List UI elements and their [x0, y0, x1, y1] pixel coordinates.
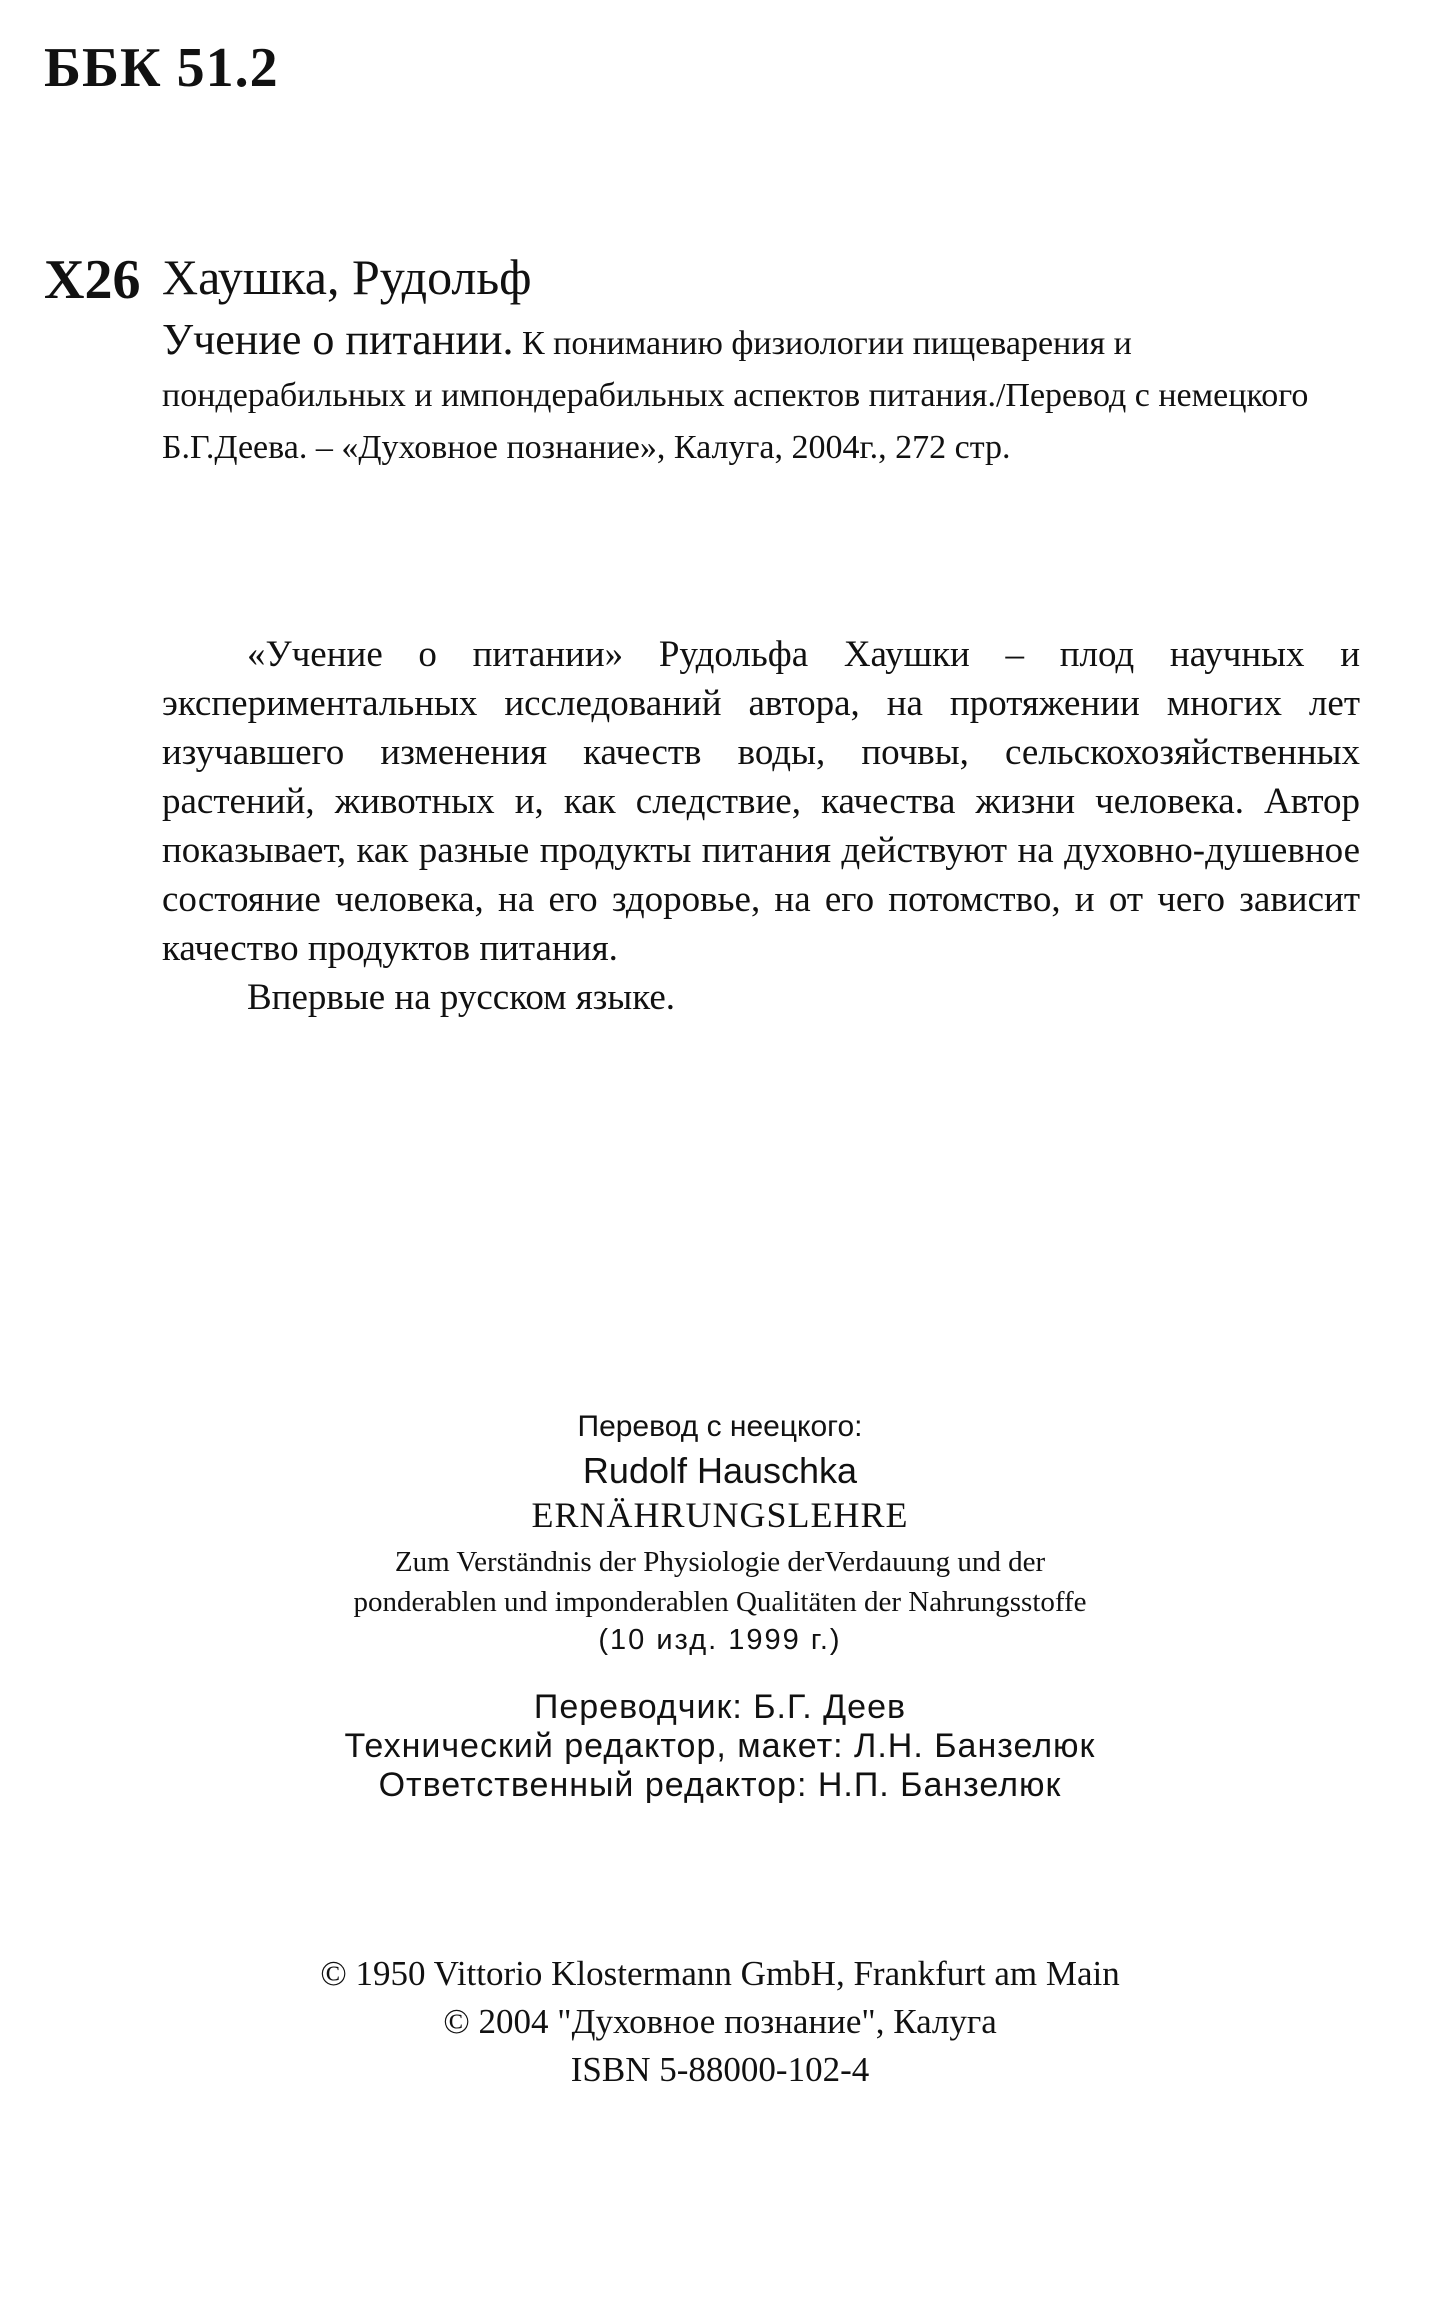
catalog-code: Х26	[44, 249, 141, 311]
original-label: Перевод с неецкого:	[577, 1410, 863, 1443]
tech-editor-credit: Технический редактор, макет: Л.Н. Банзелюк	[344, 1727, 1096, 1765]
annotation	[162, 630, 1360, 1022]
resp-editor-credit: Ответственный редактор: Н.П. Банзелюк	[378, 1766, 1062, 1804]
original-edition: (10 изд. 1999 г.)	[598, 1624, 842, 1656]
annotation-note: Впервые на русском языке.	[247, 977, 676, 1018]
book-title: Учение о питании.	[162, 315, 514, 364]
original-subtitle-line: ponderablen und imponderablen Qualitäten der Nahrungsstoffe	[353, 1586, 1087, 1618]
catalog-author: Хаушка, Рудольф	[162, 249, 532, 305]
credits	[0, 1688, 1440, 1805]
isbn: ISBN 5-88000-102-4	[570, 2050, 870, 2089]
annotation-paragraph: «Учение о питании» Рудольфа Хаушки – плод научных и экспериментальных исследований автора, на протяжении многих лет изучавшего изменения качеств воды, почвы, сельскохозяйственных растений, животных и, как следствие, качества жизни человека. Автор показывает, как разные продукты питания действуют на духовно-душевное состояние человека, на его здоровье, на его потомство, и от чего зависит качество продуктов питания.	[162, 634, 1360, 969]
book-details: К пониманию физиологии пищеварения и пондерабильных и импондерабильных аспектов питания./Перевод с немецкого Б.Г.Деева. – «Духовное познание», Калуга, 2004г., 272 стр.	[162, 325, 1309, 466]
copyright-translation: © 2004 "Духовное познание", Калуга	[443, 2002, 997, 2041]
original-title: ERNÄHRUNGSLEHRE	[531, 1495, 909, 1535]
original-subtitle	[0, 1542, 1440, 1622]
copyright-block	[0, 1950, 1440, 2094]
copyright-original: © 1950 Vittorio Klostermann GmbH, Frankfurt am Main	[320, 1954, 1120, 1993]
bbk-code: ББК 51.2	[44, 37, 279, 99]
original-author: Rudolf Hauschka	[582, 1450, 858, 1491]
translator-credit: Переводчик: Б.Г. Деев	[533, 1688, 907, 1726]
original-subtitle-line: Zum Verständnis der Physiologie derVerdauung und der	[394, 1546, 1046, 1578]
bibliographic-description	[162, 314, 1342, 474]
